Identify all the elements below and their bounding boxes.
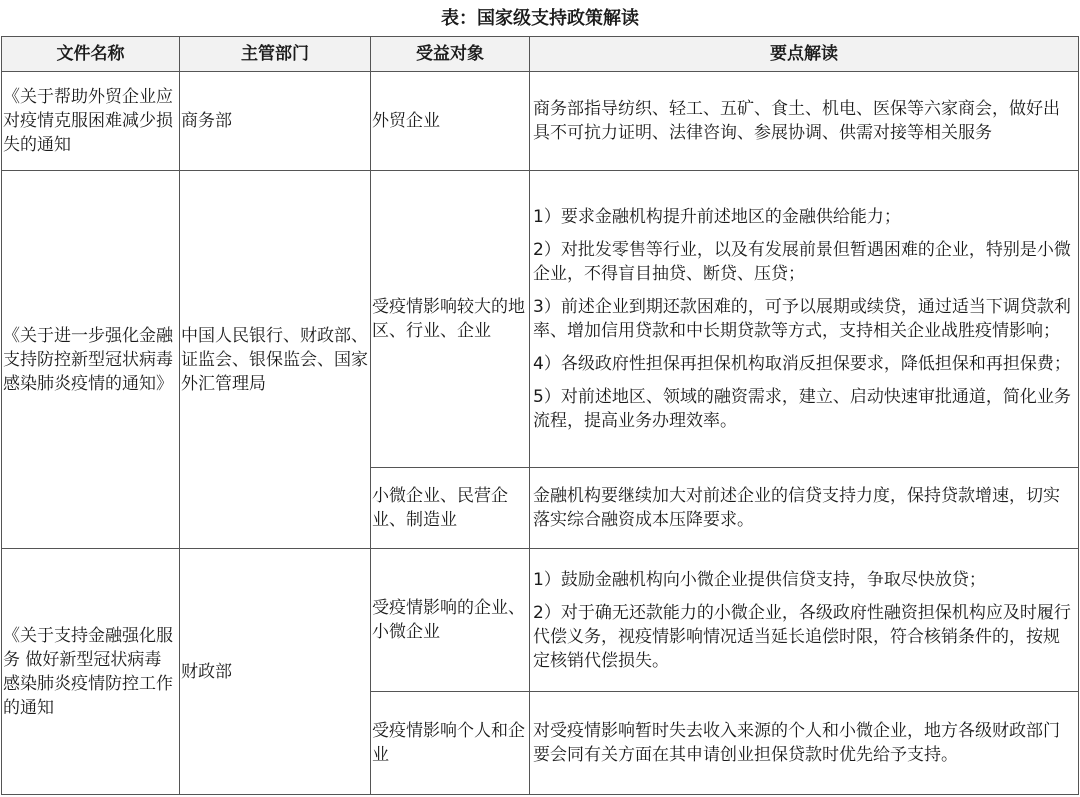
key-point: 4）各级政府性担保再担保机构取消反担保要求，降低担保和再担保费；	[533, 354, 1071, 374]
table-row	[2, 171, 1079, 468]
department-cell: 中国人民银行、财政部、证监会、银保监会、国家外汇管理局	[180, 171, 371, 549]
key-point: 1）鼓励金融机构向小微企业提供信贷支持，争取尽快放贷；	[533, 569, 986, 590]
key-point: 1）要求金融机构提升前述地区的金融供给能力；	[533, 207, 901, 227]
beneficiary-cell: 受疫情影响的企业、小微企业	[371, 549, 530, 692]
header-row	[2, 37, 1079, 72]
policy-table	[1, 36, 1079, 795]
beneficiary-cell: 受疫情影响个人和企业	[371, 692, 530, 795]
key-point: 2）对批发零售等行业，以及有发展前景但暂遇困难的企业，特别是小微企业，不得盲目抽贷、断贷、压贷；	[533, 240, 1071, 284]
doc-name-cell: 《关于进一步强化金融支持防控新型冠状病毒感染肺炎疫情的通知》	[2, 171, 180, 549]
department-cell: 财政部	[180, 549, 371, 795]
department-cell: 商务部	[180, 72, 371, 171]
doc-name-cell: 《关于支持金融强化服务 做好新型冠状病毒感染肺炎疫情防控工作的通知	[2, 549, 180, 795]
key-point: 3）前述企业到期还款困难的，可予以展期或续贷，通过适当下调贷款利率、增加信用贷款和中长期贷款等方式，支持相关企业战胜疫情影响；	[533, 297, 1071, 341]
key-point: 2）对于确无还款能力的小微企业，各级政府性融资担保机构应及时履行代偿义务，视疫情影响情况适当延长追偿时限，符合核销条件的，按规定核销代偿损失。	[533, 602, 1071, 671]
key-point: 5）对前述地区、领域的融资需求，建立、启动快速审批通道，简化业务流程，提高业务办理效率。	[533, 387, 1071, 431]
beneficiary-cell: 外贸企业	[371, 72, 530, 171]
beneficiary-cell: 小微企业、民营企业、制造业	[371, 468, 530, 549]
key-points-cell: 对受疫情影响暂时失去收入来源的个人和小微企业，地方各级财政部门要会同有关方面在其申请创业担保贷款时优先给予支持。	[530, 692, 1079, 795]
table-title: 表：国家级支持政策解读	[441, 8, 639, 29]
key-points-cell	[530, 171, 1079, 468]
key-points-cell: 商务部指导纺织、轻工、五矿、食土、机电、医保等六家商会，做好出具不可抗力证明、法律咨询、参展协调、供需对接等相关服务	[530, 72, 1079, 171]
header-department: 主管部门	[180, 37, 371, 72]
key-points-cell	[530, 549, 1079, 692]
header-beneficiary: 受益对象	[371, 37, 530, 72]
table-row	[2, 72, 1079, 171]
header-doc-name: 文件名称	[2, 37, 180, 72]
beneficiary-cell: 受疫情影响较大的地区、行业、企业	[371, 171, 530, 468]
doc-name-cell: 《关于帮助外贸企业应对疫情克服困难减少损失的通知	[2, 72, 180, 171]
key-points-cell: 金融机构要继续加大对前述企业的信贷支持力度，保持贷款增速，切实落实综合融资成本压降要求。	[530, 468, 1079, 549]
header-key-points: 要点解读	[530, 37, 1079, 72]
table-row	[2, 549, 1079, 692]
